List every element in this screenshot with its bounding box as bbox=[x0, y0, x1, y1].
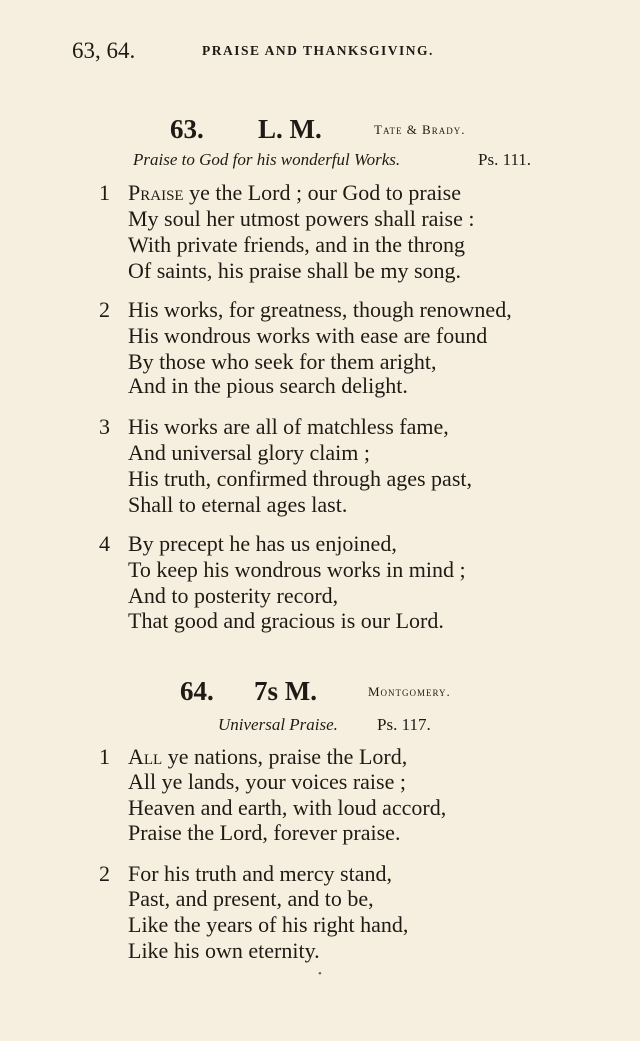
verse-line: His truth, confirmed through ages past, bbox=[128, 466, 472, 491]
verse-line: Past, and present, and to be, bbox=[128, 886, 374, 911]
first-word: Praise bbox=[128, 180, 184, 205]
hymn-author: Montgomery. bbox=[368, 684, 451, 699]
hymn-63-heading bbox=[0, 114, 640, 150]
scripture-reference: Ps. 117. bbox=[377, 715, 431, 734]
verse-line: Praise the Lord, forever praise. bbox=[128, 820, 401, 845]
verse-line-rest: ye the Lord ; our God to praise bbox=[183, 180, 461, 205]
verse-line: Heaven and earth, with loud accord, bbox=[128, 795, 447, 820]
stanza-number: 2 bbox=[99, 297, 110, 322]
stanza-number: 1 bbox=[99, 180, 110, 205]
verse-line: By precept he has us enjoined, bbox=[128, 531, 397, 556]
verse-line: My soul her utmost powers shall raise : bbox=[128, 206, 475, 231]
verse-line: And to posterity record, bbox=[128, 583, 339, 608]
stanza-number: 2 bbox=[99, 861, 110, 886]
verse-line: With private friends, and in the throng bbox=[128, 232, 465, 257]
page-numbers: 63, 64. bbox=[72, 38, 136, 63]
verse-line: Like his own eternity. bbox=[128, 938, 320, 963]
verse-line: His wondrous works with ease are found bbox=[128, 323, 488, 348]
verse-line: For his truth and mercy stand, bbox=[128, 861, 392, 886]
hymn-64-heading bbox=[0, 676, 640, 712]
stanza-number: 4 bbox=[99, 531, 110, 556]
hymn-meter: L. M. bbox=[258, 114, 322, 144]
hymn-theme: Universal Praise. bbox=[218, 715, 338, 734]
verse-line: Shall to eternal ages last. bbox=[128, 492, 348, 517]
first-word: All bbox=[128, 744, 163, 769]
verse-line: His works, for greatness, though renowned, bbox=[128, 297, 512, 322]
verse-line-rest: ye nations, praise the Lord, bbox=[162, 744, 408, 769]
running-head bbox=[72, 38, 580, 68]
stanza-number: 1 bbox=[99, 744, 110, 769]
verse-line: By those who seek for them aright, bbox=[128, 349, 437, 374]
verse-line: Like the years of his right hand, bbox=[128, 912, 409, 937]
verse-line bbox=[128, 180, 461, 206]
hymn-author: Tate & Brady. bbox=[374, 122, 466, 137]
verse-line: To keep his wondrous works in mind ; bbox=[128, 557, 466, 582]
verse-line: Of saints, his praise shall be my song. bbox=[128, 258, 462, 283]
hymn-meter: 7s M. bbox=[254, 676, 317, 706]
verse-line: His works are all of matchless fame, bbox=[128, 414, 449, 439]
scripture-reference: Ps. 111. bbox=[478, 150, 532, 169]
verse-line: And in the pious search delight. bbox=[128, 373, 408, 398]
verse-line: That good and gracious is our Lord. bbox=[128, 608, 444, 633]
verse-line bbox=[128, 744, 407, 770]
stanza-number: 3 bbox=[99, 414, 110, 439]
verse-line: And universal glory claim ; bbox=[128, 440, 370, 465]
hymn-number: 64. bbox=[180, 676, 214, 706]
hymn-number: 63. bbox=[170, 114, 204, 144]
hymn-theme: Praise to God for his wonderful Works. bbox=[133, 150, 401, 169]
section-title: PRAISE AND THANKSGIVING. bbox=[202, 43, 434, 58]
ornament-mark: • bbox=[318, 968, 322, 980]
verse-line: All ye lands, your voices raise ; bbox=[128, 769, 406, 794]
